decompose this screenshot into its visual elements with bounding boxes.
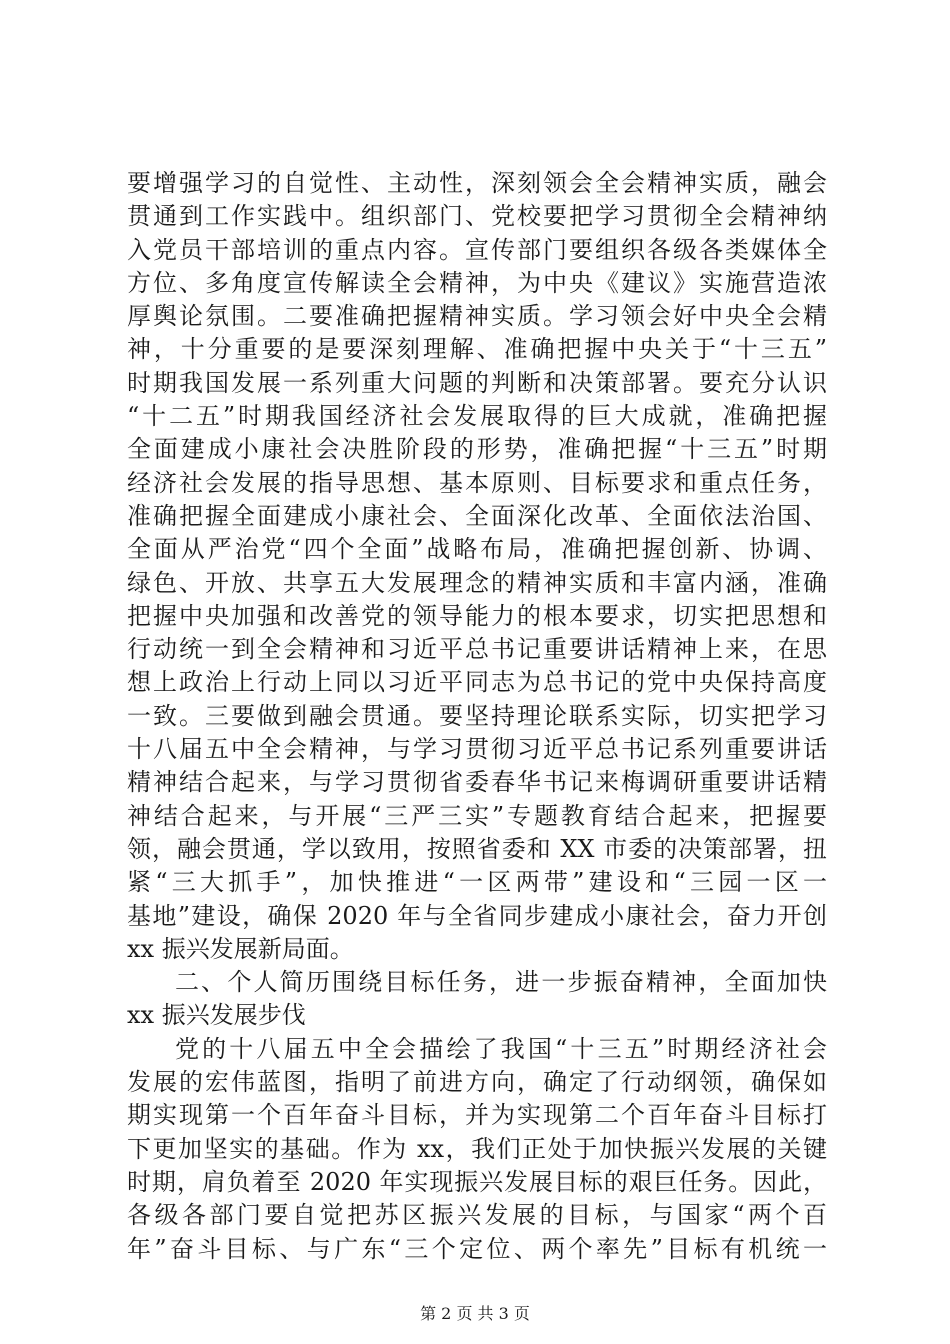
text-line: 期实现第一个百年奋斗目标，并为实现第二个百年奋斗目标打 bbox=[127, 1101, 827, 1130]
text-line: 精神结合起来，与学习贯彻省委春华书记来梅调研重要讲话精 bbox=[127, 768, 827, 797]
text-line: 时期，肩负着至 2020 年实现振兴发展目标的艰巨任务。因此， bbox=[127, 1167, 827, 1196]
text-line: 全面建成小康社会决胜阶段的形势，准确把握“十三五”时期 bbox=[127, 435, 827, 464]
text-line: 十八届五中全会精神，与学习贯彻习近平总书记系列重要讲话 bbox=[127, 735, 827, 764]
page-number-footer: 第 2 页 共 3 页 bbox=[420, 1304, 530, 1323]
text-line: 入党员干部培训的重点内容。宣传部门要组织各级各类媒体全 bbox=[127, 235, 827, 264]
text-line: 把握中央加强和改善党的领导能力的根本要求，切实把思想和 bbox=[127, 601, 827, 630]
text-line: 行动统一到全会精神和习近平总书记重要讲话精神上来，在思 bbox=[127, 635, 827, 664]
body-text bbox=[127, 167, 827, 1266]
text-line: xx 振兴发展新局面。 bbox=[127, 934, 354, 963]
text-line: 要增强学习的自觉性、主动性，深刻领会全会精神实质，融会 bbox=[127, 169, 827, 197]
text-line: 一致。三要做到融会贯通。要坚持理论联系实际，切实把学习 bbox=[127, 701, 827, 730]
text-line: 基地”建设，确保 2020 年与全省同步建成小康社会，奋力开创 bbox=[127, 901, 827, 930]
text-line: 神，十分重要的是要深刻理解、准确把握中央关于“十三五” bbox=[127, 335, 827, 364]
text-line: 准确把握全面建成小康社会、全面深化改革、全面依法治国、 bbox=[127, 501, 827, 530]
text-line: 时期我国发展一系列重大问题的判断和决策部署。要充分认识 bbox=[127, 368, 827, 397]
text-line: 经济社会发展的指导思想、基本原则、目标要求和重点任务， bbox=[127, 468, 827, 497]
section-heading-line: 二、个人简历围绕目标任务，进一步振奋精神，全面加快 bbox=[175, 968, 827, 997]
text-line: 厚舆论氛围。二要准确把握精神实质。学习领会好中央全会精 bbox=[127, 302, 827, 331]
text-line: “十二五”时期我国经济社会发展取得的巨大成就，准确把握 bbox=[127, 402, 827, 431]
text-line: 领，融会贯通，学以致用，按照省委和 XX 市委的决策部署，扭 bbox=[127, 834, 827, 863]
section-heading-line: xx 振兴发展步伐 bbox=[127, 1001, 306, 1030]
text-line: 紧“三大抓手”，加快推进“一区两带”建设和“三园一区一 bbox=[127, 868, 827, 897]
text-line: 全面从严治党“四个全面”战略布局，准确把握创新、协调、 bbox=[127, 535, 827, 564]
text-line: 党的十八届五中全会描绘了我国“十三五”时期经济社会 bbox=[175, 1034, 827, 1063]
text-line: 下更加坚实的基础。作为 xx，我们正处于加快振兴发展的关键 bbox=[127, 1134, 827, 1163]
text-line: 想上政治上行动上同以习近平同志为总书记的党中央保持高度 bbox=[127, 668, 827, 697]
text-line: 年”奋斗目标、与广东“三个定位、两个率先”目标有机统一 bbox=[127, 1234, 827, 1263]
text-line: 方位、多角度宣传解读全会精神，为中央《建议》实施营造浓 bbox=[127, 268, 827, 297]
text-line: 各级各部门要自觉把苏区振兴发展的目标，与国家“两个百 bbox=[127, 1201, 827, 1230]
text-line: 贯通到工作实践中。组织部门、党校要把学习贯彻全会精神纳 bbox=[127, 202, 827, 231]
text-line: 神结合起来，与开展“三严三实”专题教育结合起来，把握要 bbox=[127, 801, 827, 830]
text-line: 发展的宏伟蓝图，指明了前进方向，确定了行动纲领，确保如 bbox=[127, 1068, 827, 1097]
text-line: 绿色、开放、共享五大发展理念的精神实质和丰富内涵，准确 bbox=[127, 568, 827, 597]
